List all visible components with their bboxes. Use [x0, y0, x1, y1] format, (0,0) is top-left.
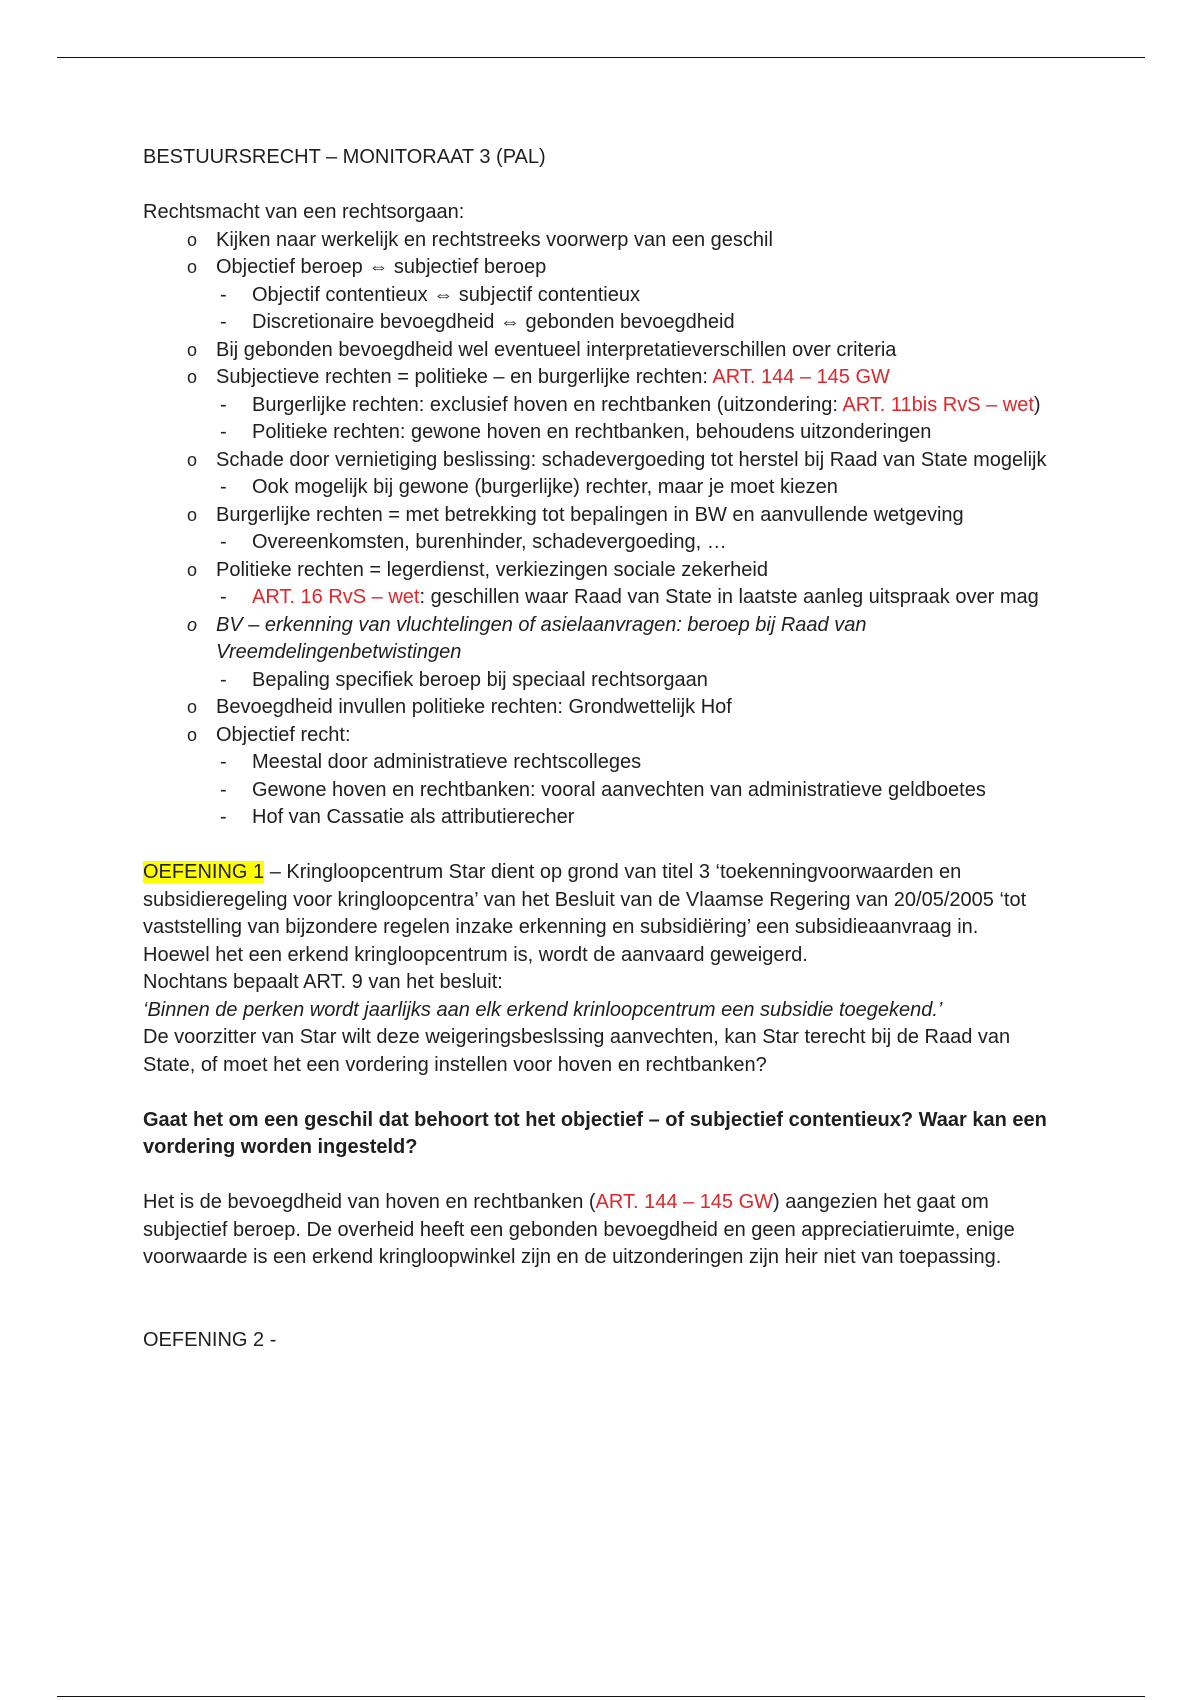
exercise-1-case-line: Nochtans bepaalt ART. 9 van het besluit:: [143, 971, 503, 993]
dash-marker: -: [220, 421, 227, 443]
dash-marker: -: [220, 806, 227, 828]
exercise-2-label: OEFENING 2 -: [143, 1328, 277, 1351]
bullet-marker: o: [187, 697, 198, 717]
bullet-item: [143, 227, 1153, 255]
legal-reference: ART. 16 RvS – wet: [252, 586, 420, 608]
bullet-marker: o: [187, 449, 198, 470]
sub-bullet-text: Ook mogelijk bij gewone (burgerlijke) rechter, maar je moet kiezen: [252, 476, 838, 498]
dash-marker: -: [220, 586, 227, 608]
bullet-item: [143, 254, 1153, 282]
sub-bullet-text: Discretionaire bevoegdheid ⇔ gebonden bevoegdheid: [252, 311, 735, 333]
bullet-marker: o: [187, 504, 198, 525]
bullet-item: [143, 722, 1153, 750]
bullet-marker: o: [187, 614, 198, 635]
bullet-item: [143, 502, 1153, 530]
sub-bullet-text: Politieke rechten: gewone hoven en rechtbanken, behoudens uitzonderingen: [252, 421, 932, 443]
sub-bullet-text: Meestal door administratieve rechtscolleges: [252, 751, 642, 773]
dash-marker: -: [220, 311, 227, 333]
bullet-item-continuation: [143, 639, 1153, 667]
bullet-text: Subjectieve rechten = politieke – en burgerlijke rechten:: [216, 366, 713, 388]
bullet-item: [143, 364, 1153, 392]
sub-bullet-item: [143, 309, 1153, 337]
dash-marker: -: [220, 668, 227, 691]
sub-bullet-text-end: : geschillen waar Raad van State in laatste aanleg uitspraak over mag: [419, 586, 1039, 608]
section-heading: Rechtsmacht van een rechtsorgaan:: [143, 201, 465, 223]
bullet-marker: o: [187, 559, 198, 580]
bullet-text: Objectief beroep ⇔ subjectief beroep: [216, 256, 547, 278]
bullet-text: Schade door vernietiging beslissing: schadevergoeding tot herstel bij Raad van State mogelijk: [216, 448, 1047, 471]
bullet-item: [143, 337, 1153, 365]
exercise-1-quote: ‘Binnen de perken wordt jaarlijks aan elk erkend krinloopcentrum een subsidie toegekend.’: [143, 998, 943, 1021]
exercise-1-question: Gaat het om een geschil dat behoort tot het objectief – of subjectief contentieux? Waar kan een: [143, 1108, 1047, 1131]
bullet-marker: o: [187, 367, 198, 387]
sub-bullet-item: [143, 474, 1153, 502]
bullet-item: [143, 447, 1153, 475]
bullet-text: Politieke rechten = legerdienst, verkiezingen sociale zekerheid: [216, 558, 768, 581]
sub-bullet-text: Overeenkomsten, burenhinder, schadevergoeding, …: [252, 531, 727, 553]
exercise-1-case-line: Hoewel het een erkend kringloopcentrum is, wordt de aanvaard geweigerd.: [143, 943, 808, 966]
dash-marker: -: [220, 531, 227, 553]
bullet-text: BV – erkenning van vluchtelingen of asielaanvragen: beroep bij Raad van: [216, 613, 867, 636]
exercise-1-question: vordering worden ingesteld?: [143, 1136, 418, 1158]
sub-bullet-item: [143, 667, 1153, 695]
exercise-1-case-text: – Kringloopcentrum Star dient op grond van titel 3 ‘toekenningvoorwaarden en: [264, 861, 962, 883]
sub-bullet-item: [143, 529, 1153, 557]
exercise-1-case-line: subsidieregeling voor kringloopcentra’ van het Besluit van de Vlaamse Regering van 20/05/2005 ‘tot: [143, 888, 1027, 911]
legal-reference: ART. 11bis RvS – wet: [842, 393, 1034, 416]
sub-bullet-item: [143, 282, 1153, 310]
sub-bullet-item: [143, 584, 1153, 612]
document-body: [143, 144, 1153, 1354]
exercise-1-answer-line: subjectief beroep. De overheid heeft een gebonden bevoegdheid en geen appreciatieruimte, enige: [143, 1218, 1015, 1241]
dash-marker: -: [220, 283, 227, 306]
exercise-1-case-line: De voorzitter van Star wilt deze weigeringsbeslssing aanvechten, kan Star terecht bij de Raad van: [143, 1026, 1011, 1048]
bullet-item: [143, 694, 1153, 722]
exercise-1-label: OEFENING 1: [143, 861, 265, 883]
exercise-1-answer-line: [143, 1189, 1153, 1217]
sub-bullet-item: [143, 419, 1153, 447]
sub-bullet-text: Bepaling specifiek beroep bij speciaal rechtsorgaan: [252, 668, 708, 691]
exercise-1-case-line: State, of moet het een vordering instellen voor hoven en rechtbanken?: [143, 1053, 767, 1076]
bullet-marker: o: [187, 724, 198, 745]
bullet-item: [143, 557, 1153, 585]
bullet-marker: o: [187, 229, 198, 250]
sub-bullet-text: Gewone hoven en rechtbanken: vooral aanvechten van administratieve geldboetes: [252, 778, 986, 801]
sub-bullet-item: [143, 804, 1153, 832]
bullet-text: Bevoegdheid invullen politieke rechten: Grondwettelijk Hof: [216, 696, 732, 718]
document-title: BESTUURSRECHT – MONITORAAT 3 (PAL): [143, 146, 546, 168]
sub-bullet-text: Burgerlijke rechten: exclusief hoven en rechtbanken (uitzondering:: [252, 393, 843, 416]
sub-bullet-item: [143, 777, 1153, 805]
bullet-item: [143, 612, 1153, 640]
legal-reference: ART. 144 – 145 GW: [595, 1191, 774, 1213]
dash-marker: -: [220, 393, 227, 416]
sub-bullet-text-end: ): [1033, 393, 1041, 416]
sub-bullet-item: [143, 749, 1153, 777]
answer-text: Het is de bevoegdheid van hoven en rechtbanken (: [143, 1191, 596, 1213]
legal-reference: ART. 144 – 145 GW: [712, 366, 890, 388]
bullet-text: Bij gebonden bevoegdheid wel eventueel interpretatieverschillen over criteria: [216, 338, 897, 361]
sub-bullet-text: Hof van Cassatie als attributierecher: [252, 806, 575, 828]
bullet-marker: o: [187, 257, 198, 277]
dash-marker: -: [220, 778, 227, 801]
bullet-text-continuation: Vreemdelingenbetwistingen: [216, 641, 462, 663]
page-bottom-rule: [57, 1696, 1145, 1697]
sub-bullet-text: Objectif contentieux ⇔ subjectif contentieux: [252, 283, 640, 306]
dash-marker: -: [220, 476, 227, 498]
exercise-1-answer-line: voorwaarde is een erkend kringloopwinkel zijn en de uitzonderingen zijn heir niet van toepassing.: [143, 1246, 1002, 1268]
sub-bullet-item: [143, 392, 1153, 420]
bullet-text: Kijken naar werkelijk en rechtstreeks voorwerp van een geschil: [216, 228, 773, 251]
bullet-text: Objectief recht:: [216, 723, 351, 746]
bullet-marker: o: [187, 339, 198, 360]
exercise-1-case-line: vaststelling van bijzondere regelen inzake erkenning en subsidiëring’ een subsidieaanvraag in.: [143, 916, 979, 938]
dash-marker: -: [220, 751, 227, 773]
exercise-1-case-line: [143, 859, 1153, 887]
answer-text-end: ) aangezien het gaat om: [773, 1191, 989, 1213]
bullet-text: Burgerlijke rechten = met betrekking tot bepalingen in BW en aanvullende wetgeving: [216, 503, 964, 526]
page-top-rule: [57, 57, 1145, 58]
